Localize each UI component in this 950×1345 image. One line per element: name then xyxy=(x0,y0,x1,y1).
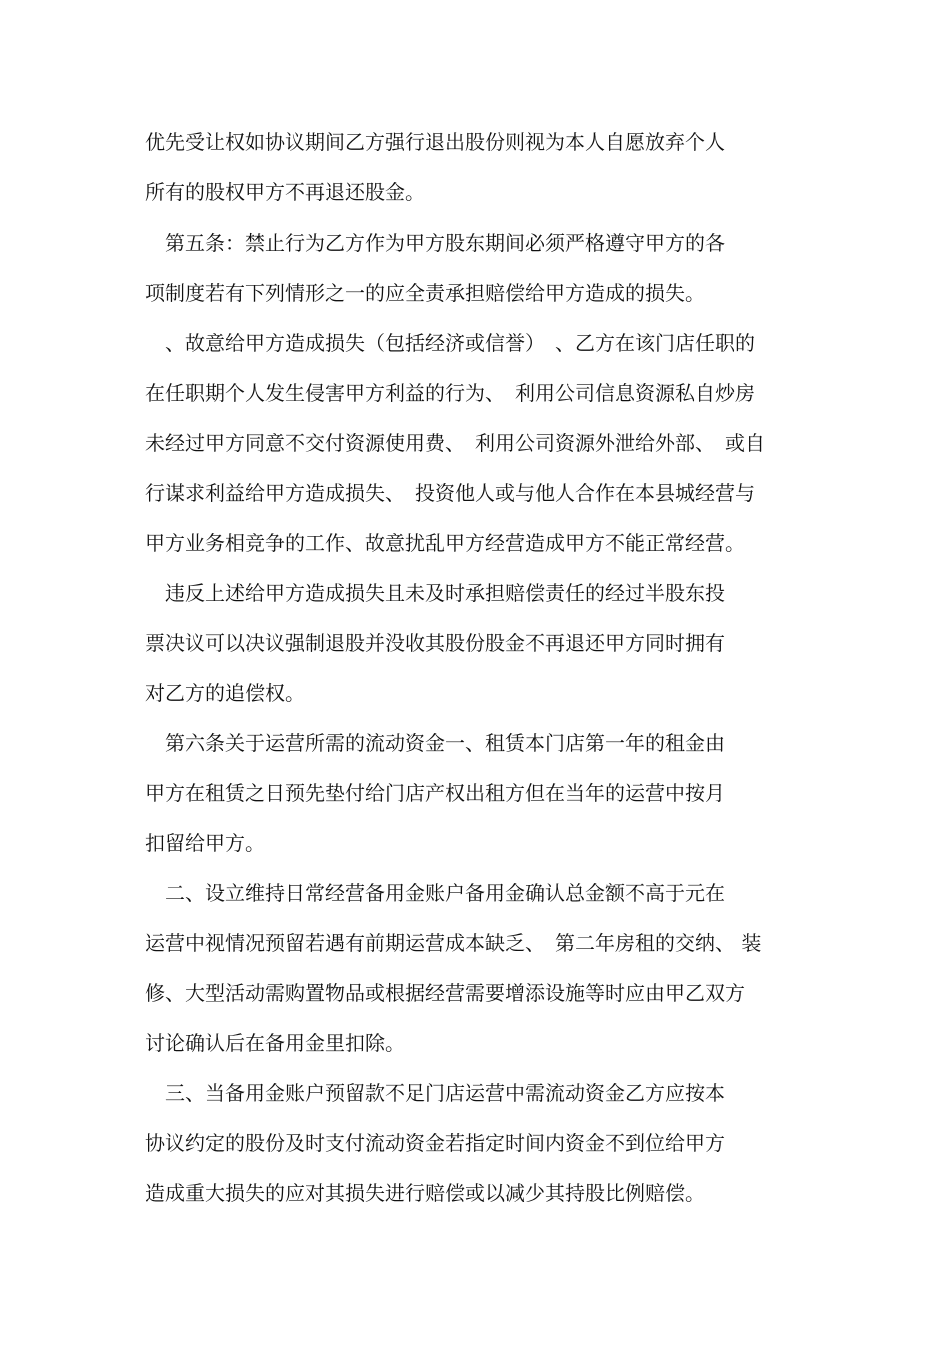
text-line-7: 未经过甲方同意不交付资源使用费、 利用公司资源外泄给外部、 或自 xyxy=(145,431,765,455)
text-line-11: 票决议可以决议强制退股并没收其股份股金不再退还甲方同时拥有 xyxy=(145,631,725,655)
text-line-20: 三、当备用金账户预留款不足门店运营中需流动资金乙方应按本 xyxy=(145,1081,725,1105)
text-line-5: 、故意给甲方造成损失（包括经济或信誉） 、乙方在该门店任职的 xyxy=(145,331,755,355)
text-line-21: 协议约定的股份及时支付流动资金若指定时间内资金不到位给甲方 xyxy=(145,1131,725,1155)
text-line-6: 在任职期个人发生侵害甲方利益的行为、 利用公司信息资源私自炒房 xyxy=(145,381,755,405)
text-line-2: 所有的股权甲方不再退还股金。 xyxy=(145,180,425,204)
text-line-18: 修、大型活动需购置物品或根据经营需要增添设施等时应由甲乙双方 xyxy=(145,981,745,1005)
text-line-3: 第五条：禁止行为乙方作为甲方股东期间必须严格遵守甲方的各 xyxy=(145,231,725,255)
text-line-16: 二、设立维持日常经营备用金账户备用金确认总金额不高于元在 xyxy=(145,881,725,905)
text-line-15: 扣留给甲方。 xyxy=(145,831,265,855)
text-line-12: 对乙方的追偿权。 xyxy=(145,681,305,705)
text-line-4: 项制度若有下列情形之一的应全责承担赔偿给甲方造成的损失。 xyxy=(145,281,705,305)
text-line-10: 违反上述给甲方造成损失且未及时承担赔偿责任的经过半股东投 xyxy=(145,581,725,605)
text-line-17: 运营中视情况预留若遇有前期运营成本缺乏、 第二年房租的交纳、 装 xyxy=(145,931,762,955)
text-line-13: 第六条关于运营所需的流动资金一、租赁本门店第一年的租金由 xyxy=(145,731,725,755)
text-line-8: 行谋求利益给甲方造成损失、 投资他人或与他人合作在本县城经营与 xyxy=(145,481,755,505)
text-line-1: 优先受让权如协议期间乙方强行退出股份则视为本人自愿放弃个人 xyxy=(145,130,725,154)
text-line-22: 造成重大损失的应对其损失进行赔偿或以减少其持股比例赔偿。 xyxy=(145,1181,705,1205)
text-line-9: 甲方业务相竞争的工作、故意扰乱甲方经营造成甲方不能正常经营。 xyxy=(145,531,745,555)
text-line-19: 讨论确认后在备用金里扣除。 xyxy=(145,1031,405,1055)
text-line-14: 甲方在租赁之日预先垫付给门店产权出租方但在当年的运营中按月 xyxy=(145,781,725,805)
